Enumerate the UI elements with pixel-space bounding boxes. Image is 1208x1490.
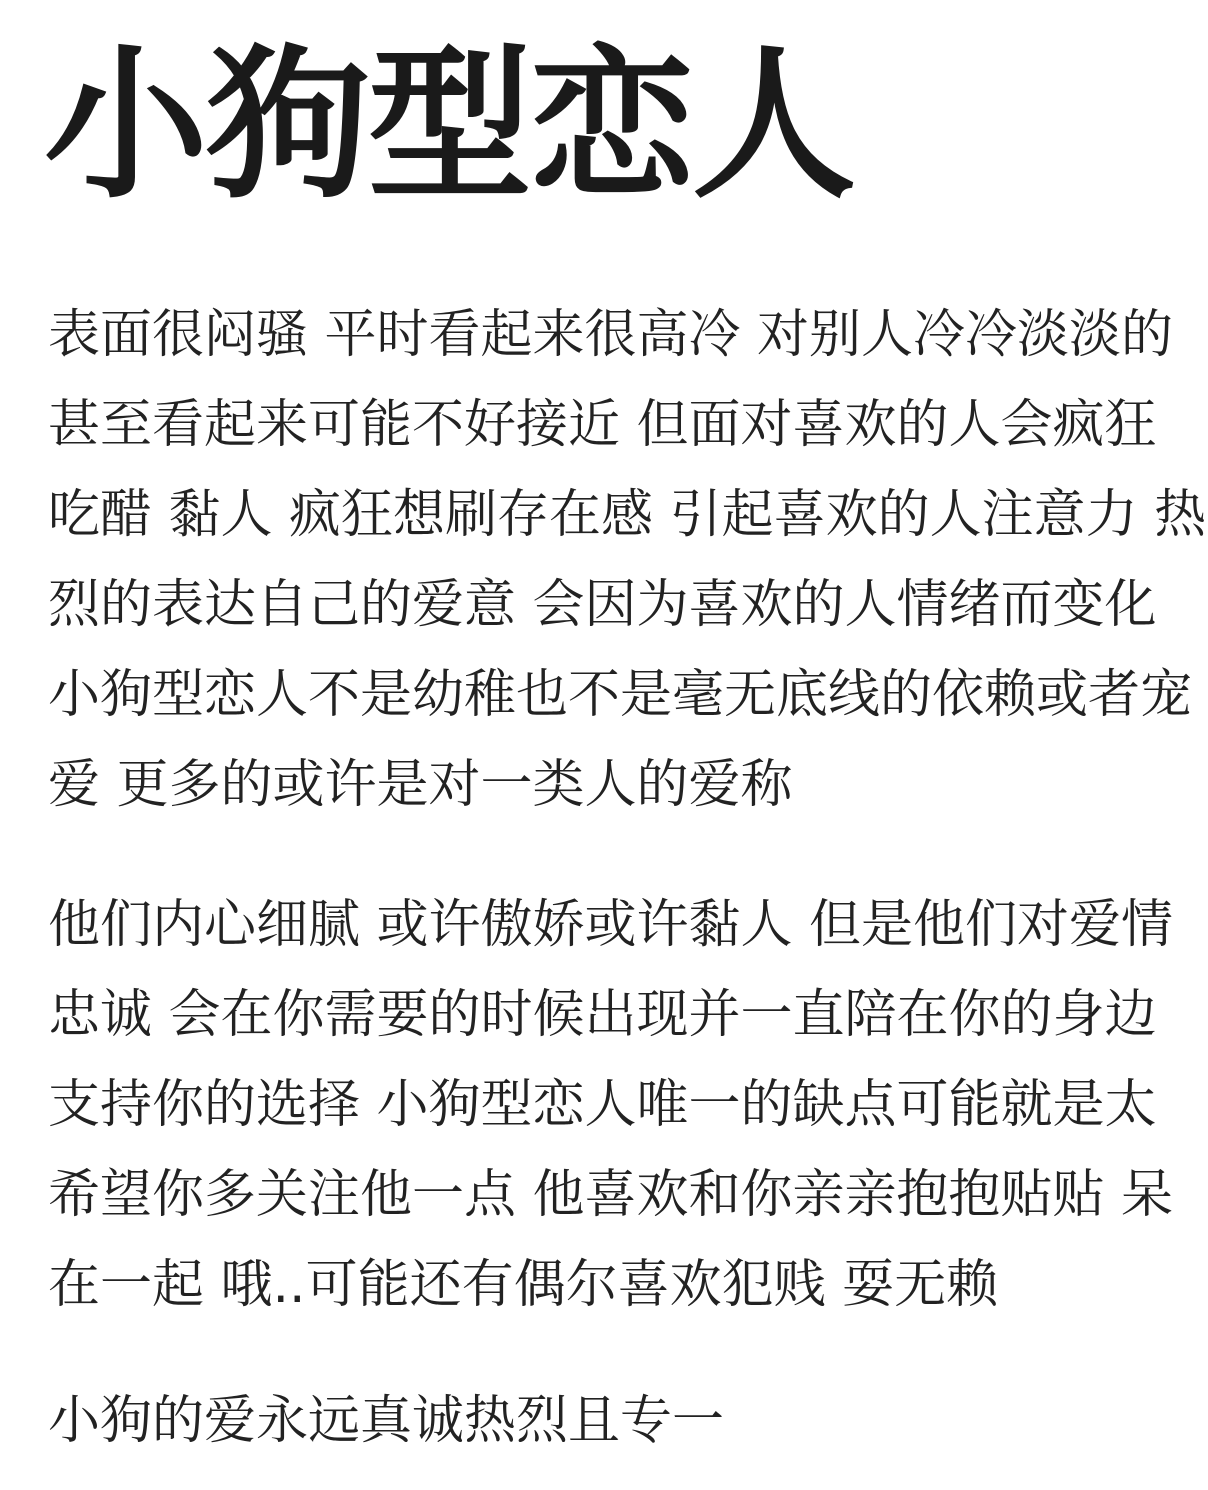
page-title: 小狗型恋人 [44, 30, 855, 221]
text-line: 甚至看起来可能不好接近 但面对喜欢的人会疯狂 [48, 395, 1157, 455]
paragraph-2 [48, 880, 1208, 1330]
text-line: 希望你多关注他一点 他喜欢和你亲亲抱抱贴贴 呆 [48, 1165, 1174, 1225]
text-line: 吃醋 黏人 疯狂想刷存在感 引起喜欢的人注意力 热 [48, 485, 1207, 545]
text-line: 表面很闷骚 平时看起来很高冷 对别人冷冷淡淡的 [48, 305, 1174, 365]
text-line: 支持你的选择 小狗型恋人唯一的缺点可能就是太 [48, 1075, 1157, 1135]
text-line: 爱 更多的或许是对一类人的爱称 [48, 755, 793, 815]
text-line: 在一起 哦..可能还有偶尔喜欢犯贱 耍无赖 [48, 1255, 999, 1315]
text-line: 小狗型恋人不是幼稚也不是毫无底线的依赖或者宠 [48, 665, 1193, 725]
text-line: 他们内心细腻 或许傲娇或许黏人 但是他们对爱情 [48, 895, 1174, 955]
paragraph-3 [48, 1376, 1208, 1466]
text-line: 烈的表达自己的爱意 会因为喜欢的人情绪而变化 [48, 575, 1157, 635]
text-line: 小狗的爱永远真诚热烈且专一 [48, 1391, 725, 1451]
paragraph-1 [48, 290, 1208, 830]
text-line: 忠诚 会在你需要的时候出现并一直陪在你的身边 [48, 985, 1157, 1045]
